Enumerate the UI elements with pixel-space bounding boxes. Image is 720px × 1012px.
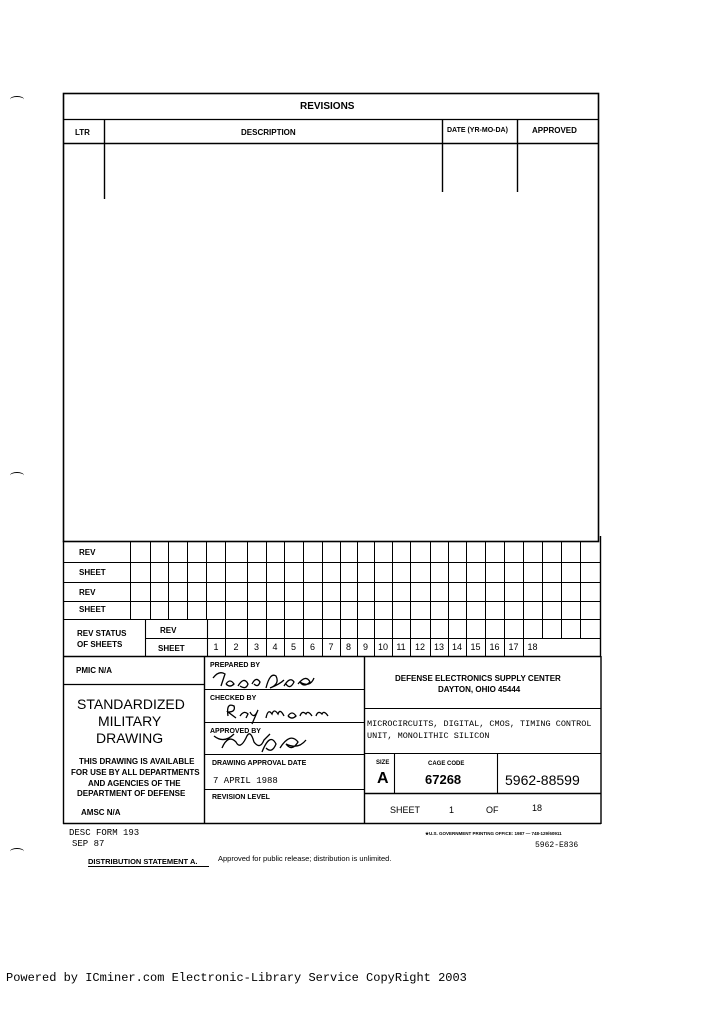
of-label: OF bbox=[486, 805, 499, 815]
military-line: MILITARY bbox=[98, 713, 162, 729]
sheet-label: SHEET bbox=[79, 568, 106, 577]
size-value: A bbox=[377, 770, 389, 787]
sheet-text-value: 1 bbox=[449, 805, 455, 815]
sheet-number-cell: 17 bbox=[508, 642, 519, 652]
sheet-number-cell: 11 bbox=[396, 642, 406, 652]
sheet-number-cell: 16 bbox=[489, 642, 500, 652]
sheet-number-cell: 2 bbox=[233, 642, 239, 652]
revisions-title: REVISIONS bbox=[300, 101, 355, 112]
col-ltr-header: LTR bbox=[75, 128, 90, 137]
powered-by-footer: Powered by ICminer.com Electronic-Library Service CopyRight 2003 bbox=[6, 971, 467, 985]
sheet-number-cell: 7 bbox=[328, 642, 334, 652]
cage-code-value: 67268 bbox=[425, 772, 462, 787]
sheet-number-cell: 3 bbox=[253, 642, 259, 652]
rev-status-label: REV STATUS OF SHEETS bbox=[77, 629, 127, 649]
availability-line: THIS DRAWING IS AVAILABLE bbox=[79, 757, 195, 766]
sheet-number-cell: 6 bbox=[309, 642, 315, 652]
approval-date-label: DRAWING APPROVAL DATE bbox=[212, 760, 307, 767]
col-description-header: DESCRIPTION bbox=[241, 128, 296, 137]
sheet-number-cell: 18 bbox=[527, 642, 538, 652]
col-date-header: DATE (YR-MO-DA) bbox=[447, 127, 508, 134]
sheet-number-cell: 14 bbox=[451, 642, 462, 652]
drawing-title-line2: UNIT, MONOLITHIC SILICON bbox=[367, 731, 490, 741]
approved-by-label: APPROVED BY bbox=[210, 728, 261, 735]
size-label: SIZE bbox=[376, 760, 390, 766]
availability-line: DEPARTMENT OF DEFENSE bbox=[77, 789, 186, 798]
rev-label: REV bbox=[160, 626, 177, 635]
sheet-number-cell: 9 bbox=[362, 642, 368, 652]
cage-code-label: CAGE CODE bbox=[428, 761, 465, 767]
signature-marks bbox=[213, 673, 328, 752]
approval-date-value: 7 APRIL 1988 bbox=[213, 776, 278, 786]
form-date: SEP 87 bbox=[72, 839, 105, 849]
standardized-line: STANDARDIZED bbox=[77, 696, 185, 712]
sheet-number-cell: 12 bbox=[414, 642, 425, 652]
col-approved-header: APPROVED bbox=[532, 126, 577, 135]
sheet-label: SHEET bbox=[79, 605, 106, 614]
sheet-number-cell: 4 bbox=[272, 642, 278, 652]
form-code: 5962-E836 bbox=[535, 841, 579, 850]
gpo-imprint: ★U.S. GOVERNMENT PRINTING OFFICE: 1987 — 748-129/60911 bbox=[425, 831, 562, 836]
distribution-label: DISTRIBUTION STATEMENT A. bbox=[88, 857, 198, 866]
sheet-number-cell: 10 bbox=[377, 642, 388, 652]
rev-label: REV bbox=[79, 548, 96, 557]
revision-level-label: REVISION LEVEL bbox=[212, 794, 270, 801]
drawing-number: 5962-88599 bbox=[505, 772, 580, 788]
sheet-label: SHEET bbox=[158, 644, 185, 653]
sheet-number-cell: 13 bbox=[433, 642, 444, 652]
of-value: 18 bbox=[532, 803, 543, 813]
sheet-text-label: SHEET bbox=[390, 805, 421, 815]
sheet-number-cell: 1 bbox=[213, 642, 219, 652]
checked-by-label: CHECKED BY bbox=[210, 695, 257, 702]
prepared-by-label: PREPARED BY bbox=[210, 662, 261, 669]
sheet-number-cell: 5 bbox=[290, 642, 296, 652]
sheet-number-cell: 8 bbox=[345, 642, 351, 652]
availability-line: AND AGENCIES OF THE bbox=[88, 779, 181, 788]
agency-name: DEFENSE ELECTRONICS SUPPLY CENTER bbox=[395, 674, 561, 683]
form-number: DESC FORM 193 bbox=[69, 828, 140, 838]
sheet-number-cell: 15 bbox=[470, 642, 481, 652]
drawing-title-line1: MICROCIRCUITS, DIGITAL, CMOS, TIMING CONTROL bbox=[367, 719, 592, 729]
availability-line: FOR USE BY ALL DEPARTMENTS bbox=[71, 768, 200, 777]
distribution-text: Approved for public release; distribution is unlimited. bbox=[218, 854, 392, 863]
agency-address: DAYTON, OHIO 45444 bbox=[438, 685, 521, 694]
drawing-line: DRAWING bbox=[96, 730, 164, 746]
pmic-label: PMIC N/A bbox=[76, 666, 112, 675]
amsc-label: AMSC N/A bbox=[81, 808, 121, 817]
rev-label: REV bbox=[79, 588, 96, 597]
